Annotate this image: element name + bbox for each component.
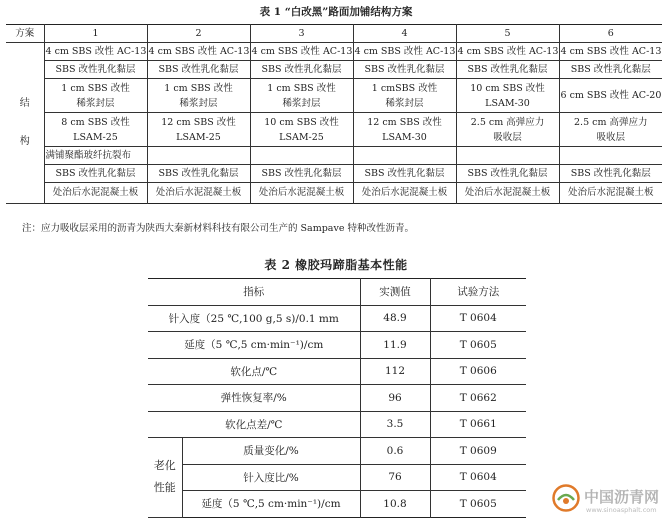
table1-cell-line: 1 cmSBS 改性 — [371, 82, 438, 94]
table1-cell-line: LSAM-25 — [73, 131, 118, 143]
table1-cell: 4 cm SBS 改性 AC-13 — [456, 43, 559, 61]
table1-cell: SBS 改性乳化黏层 — [147, 61, 250, 79]
table1-cell-line: 稀浆封层 — [76, 97, 115, 109]
table2-aging-row — [148, 491, 526, 518]
table1-cell: 处治后水泥混凝土板 — [147, 183, 250, 204]
table1-cell — [353, 79, 456, 113]
table1-row — [6, 183, 662, 204]
table1-row-label — [6, 43, 44, 204]
table1-cell-line: LSAM-30 — [382, 131, 427, 143]
table1-header-col: 1 — [44, 25, 147, 43]
asphalt-logo-icon — [552, 484, 580, 512]
table1-cell — [147, 113, 250, 147]
table1-cell-line: 1 cm SBS 改性 — [267, 82, 336, 94]
rubber-mastic-properties-table — [148, 278, 526, 518]
table2-row — [148, 411, 526, 438]
table1-cell-line: 稀浆封层 — [385, 97, 424, 109]
table1-cell — [353, 147, 456, 165]
table2-method-cell: T 0605 — [430, 332, 526, 359]
table1-header-col: 5 — [456, 25, 559, 43]
table1-header-col: 6 — [559, 25, 662, 43]
table1-cell: 4 cm SBS 改性 AC-13 — [250, 43, 353, 61]
table1-cell-line: 2.5 cm 高弹应力 — [470, 116, 545, 128]
table1-cell-line: 稀浆封层 — [179, 97, 218, 109]
table2-row — [148, 358, 526, 385]
table1-cell-line: 12 cm SBS 改性 — [161, 116, 236, 128]
table1-cell-line: 10 cm SBS 改性 — [470, 82, 545, 94]
table1-cell-line: 1 cm SBS 改性 — [164, 82, 233, 94]
table2-value-cell: 48.9 — [360, 305, 430, 332]
table1-cell: 4 cm SBS 改性 AC-13 — [559, 43, 662, 61]
table1-cell: SBS 改性乳化黏层 — [250, 165, 353, 183]
table2-row — [148, 305, 526, 332]
table2-header-index: 指标 — [148, 279, 360, 306]
table1-row — [6, 147, 662, 165]
table2-index-cell: 软化点差/℃ — [148, 411, 360, 438]
table1-cell: SBS 改性乳化黏层 — [353, 61, 456, 79]
table1-cell — [147, 147, 250, 165]
table1-cell: SBS 改性乳化黏层 — [456, 61, 559, 79]
table1-header-scheme: 方案 — [6, 25, 44, 43]
table2-value-cell: 76 — [360, 464, 430, 491]
table2-method-cell: T 0604 — [430, 464, 526, 491]
table1-row — [6, 165, 662, 183]
table1-cell — [559, 147, 662, 165]
table1-cell — [44, 113, 147, 147]
table2-method-cell: T 0606 — [430, 358, 526, 385]
table1-row-label-text: 结构 — [19, 98, 30, 147]
table1-row — [6, 61, 662, 79]
table1-cell: SBS 改性乳化黏层 — [44, 165, 147, 183]
table2-row — [148, 332, 526, 359]
table1-cell: 处治后水泥混凝土板 — [353, 183, 456, 204]
table1-cell: 6 cm SBS 改性 AC-20 — [559, 79, 662, 113]
table2-index-cell: 质量变化/% — [182, 438, 360, 465]
table1-header-col: 3 — [250, 25, 353, 43]
table1-cell: 4 cm SBS 改性 AC-13 — [353, 43, 456, 61]
table2-value-cell: 96 — [360, 385, 430, 412]
table2-value-cell: 10.8 — [360, 491, 430, 518]
table2-header-value: 实测值 — [360, 279, 430, 306]
table2-aging-group-label: 老化性能 — [148, 438, 182, 518]
table1-header-col: 2 — [147, 25, 250, 43]
watermark-logo — [552, 480, 666, 520]
table1-cell — [250, 79, 353, 113]
table2-index-cell: 弹性恢复率/% — [148, 385, 360, 412]
table1-cell — [147, 79, 250, 113]
table1-cell-line: LSAM-25 — [176, 131, 221, 143]
table2-aging-row — [148, 438, 526, 465]
table2-index-cell: 延度（5 ℃,5 cm·min⁻¹)/cm — [182, 491, 360, 518]
table2-value-cell: 112 — [360, 358, 430, 385]
table1-note: 注：应力吸收层采用的沥青为陕西大秦新材料科技有限公司生产的 Sampave 特种改性沥青。 — [22, 223, 414, 234]
table2-method-cell: T 0604 — [430, 305, 526, 332]
table1-cell: SBS 改性乳化黏层 — [250, 61, 353, 79]
table1-caption: 表 1 “白改黑”路面加铺结构方案 — [259, 6, 413, 18]
table2-value-cell: 3.5 — [360, 411, 430, 438]
table2-index-cell: 针入度（25 ℃,100 g,5 s)/0.1 mm — [148, 305, 360, 332]
table1-cell-line: 8 cm SBS 改性 — [61, 116, 130, 128]
table2-header-row — [148, 279, 526, 306]
table2-method-cell: T 0609 — [430, 438, 526, 465]
table1-cell — [456, 147, 559, 165]
table1-cell — [353, 113, 456, 147]
table1-cell: 处治后水泥混凝土板 — [250, 183, 353, 204]
table1-cell: SBS 改性乳化黏层 — [559, 61, 662, 79]
table2-method-cell: T 0662 — [430, 385, 526, 412]
watermark-name: 中国沥青网 — [584, 488, 660, 506]
table1-cell: 4 cm SBS 改性 AC-13 — [44, 43, 147, 61]
table1-cell — [44, 79, 147, 113]
table2-header-method: 试验方法 — [430, 279, 526, 306]
table1-cell-line: 2.5 cm 高弹应力 — [574, 116, 648, 128]
table1-row — [6, 43, 662, 61]
table2-aging-row — [148, 464, 526, 491]
table1-cell-line: LSAM-25 — [279, 131, 324, 143]
table1-cell — [559, 113, 662, 147]
table1-cell: 处治后水泥混凝土板 — [456, 183, 559, 204]
table1-cell: 处治后水泥混凝土板 — [44, 183, 147, 204]
table2-method-cell: T 0605 — [430, 491, 526, 518]
table2-index-cell: 针入度比/% — [182, 464, 360, 491]
table1-header-col: 4 — [353, 25, 456, 43]
table1-header-row — [6, 25, 662, 43]
table1-cell: SBS 改性乳化黏层 — [44, 61, 147, 79]
table1-cell — [456, 113, 559, 147]
table1-row — [6, 113, 662, 147]
table2-row — [148, 385, 526, 412]
table1-cell-line: 吸收层 — [596, 131, 625, 143]
table2-index-cell: 软化点/℃ — [148, 358, 360, 385]
table1-row — [6, 79, 662, 113]
table1-cell-line: 吸收层 — [493, 131, 522, 143]
table1-cell-line: LSAM-30 — [485, 97, 530, 109]
table1-cell: 4 cm SBS 改性 AC-13 — [147, 43, 250, 61]
table2-value-cell: 11.9 — [360, 332, 430, 359]
structure-scheme-table — [6, 24, 662, 204]
table1-cell-line: 稀浆封层 — [282, 97, 321, 109]
table1-cell: 满铺聚酯玻纤抗裂布 — [44, 147, 147, 165]
table1-cell: SBS 改性乳化黏层 — [353, 165, 456, 183]
table1-cell: SBS 改性乳化黏层 — [147, 165, 250, 183]
table1-cell-line: 10 cm SBS 改性 — [264, 116, 339, 128]
table2-method-cell: T 0661 — [430, 411, 526, 438]
table1-cell — [250, 147, 353, 165]
table1-cell: SBS 改性乳化黏层 — [559, 165, 662, 183]
table1-cell-line: 12 cm SBS 改性 — [367, 116, 442, 128]
table1-cell — [456, 79, 559, 113]
table2-index-cell: 延度（5 ℃,5 cm·min⁻¹)/cm — [148, 332, 360, 359]
table2-caption: 表 2 橡胶玛蹄脂基本性能 — [264, 258, 408, 272]
table1-cell — [250, 113, 353, 147]
table1-cell: 处治后水泥混凝土板 — [559, 183, 662, 204]
table2-value-cell: 0.6 — [360, 438, 430, 465]
table1-cell: SBS 改性乳化黏层 — [456, 165, 559, 183]
watermark-url: www.sinoasphalt.com — [586, 506, 657, 514]
table1-cell-line: 1 cm SBS 改性 — [61, 82, 130, 94]
